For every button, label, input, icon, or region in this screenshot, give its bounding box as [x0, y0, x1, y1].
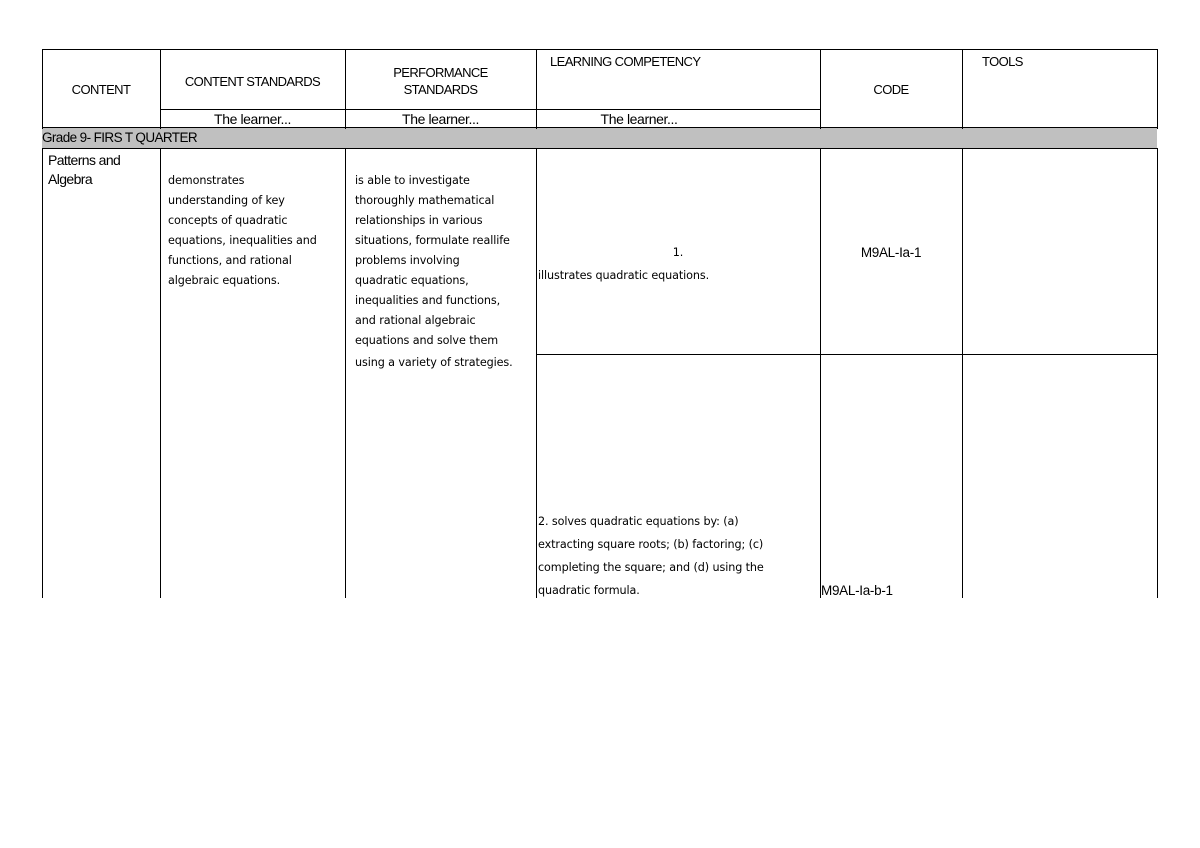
header-content-standards: CONTENT STANDARDS — [184, 74, 321, 89]
content-standard-line: algebraic equations. — [168, 274, 281, 287]
performance-standard-line: problems involving — [355, 254, 460, 267]
col-border-code — [962, 49, 963, 129]
competency-1-text: illustrates quadratic equations. — [538, 269, 710, 282]
col-border-right-body — [1157, 148, 1158, 598]
grade-band-label: Grade 9- FIRS T QUARTER — [42, 130, 197, 145]
header-performance-standards-line2: STANDARDS — [403, 82, 478, 97]
col-border-competency-body — [820, 148, 821, 598]
col-border-content-body — [160, 148, 161, 598]
table-top-border — [42, 49, 1158, 50]
performance-standard-line: is able to investigate — [355, 174, 470, 187]
performance-standard-line: situations, formulate reallife — [355, 234, 510, 247]
competency-1-number: 1. — [672, 246, 684, 259]
subheader-content-standards: The learner... — [214, 111, 291, 127]
subheader-learning-competency: The learner... — [600, 111, 678, 127]
col-border-left-body — [42, 148, 43, 598]
header-code: CODE — [873, 82, 909, 97]
content-topic-line2: Algebra — [48, 171, 93, 187]
performance-standard-line: relationships in various — [355, 214, 483, 227]
subheader-top-border — [160, 109, 820, 110]
performance-standard-line: equations and solve them — [355, 334, 499, 347]
performance-standard-text — [355, 171, 536, 373]
performance-standard-line: inequalities and functions, — [355, 294, 501, 307]
competency-2-line: 2. solves quadratic equations by: (a) — [538, 515, 739, 528]
performance-standard-line: thoroughly mathematical — [355, 194, 495, 207]
row-divider — [536, 354, 1158, 355]
performance-standard-line: using a variety of strategies. — [355, 356, 513, 369]
content-standard-line: demonstrates — [168, 174, 245, 187]
competency-2-code: M9AL-Ia-b-1 — [821, 583, 893, 598]
content-standard-line: equations, inequalities and — [168, 234, 317, 247]
header-performance-standards-line1: PERFORMANCE — [393, 65, 488, 80]
header-content: CONTENT — [71, 82, 131, 97]
content-standard-text — [168, 171, 344, 291]
content-standard-line: functions, and rational — [168, 254, 292, 267]
header-learning-competency: LEARNING COMPETENCY — [550, 54, 701, 69]
content-topic-line1: Patterns and — [48, 152, 121, 168]
content-standard-line: concepts of quadratic — [168, 214, 288, 227]
grade-band-bottom-border — [42, 148, 1158, 149]
competency-2-text — [538, 510, 820, 602]
competency-2-line: extracting square roots; (b) factoring; (c) — [538, 538, 764, 551]
performance-standard-line: and rational algebraic — [355, 314, 476, 327]
competency-1-code: M9AL-Ia-1 — [860, 245, 922, 260]
competency-2-line: quadratic formula. — [538, 584, 640, 597]
col-border-code-body — [962, 148, 963, 598]
col-border-standards-body — [345, 148, 346, 598]
header-tools: TOOLS — [982, 54, 1023, 69]
content-standard-line: understanding of key — [168, 194, 285, 207]
col-border-performance-body — [536, 148, 537, 598]
competency-2-line: completing the square; and (d) using the — [538, 561, 764, 574]
col-border-right — [1157, 49, 1158, 129]
performance-standard-line: quadratic equations, — [355, 274, 469, 287]
subheader-performance-standards: The learner... — [402, 111, 479, 127]
header-bottom-border — [42, 127, 1158, 128]
